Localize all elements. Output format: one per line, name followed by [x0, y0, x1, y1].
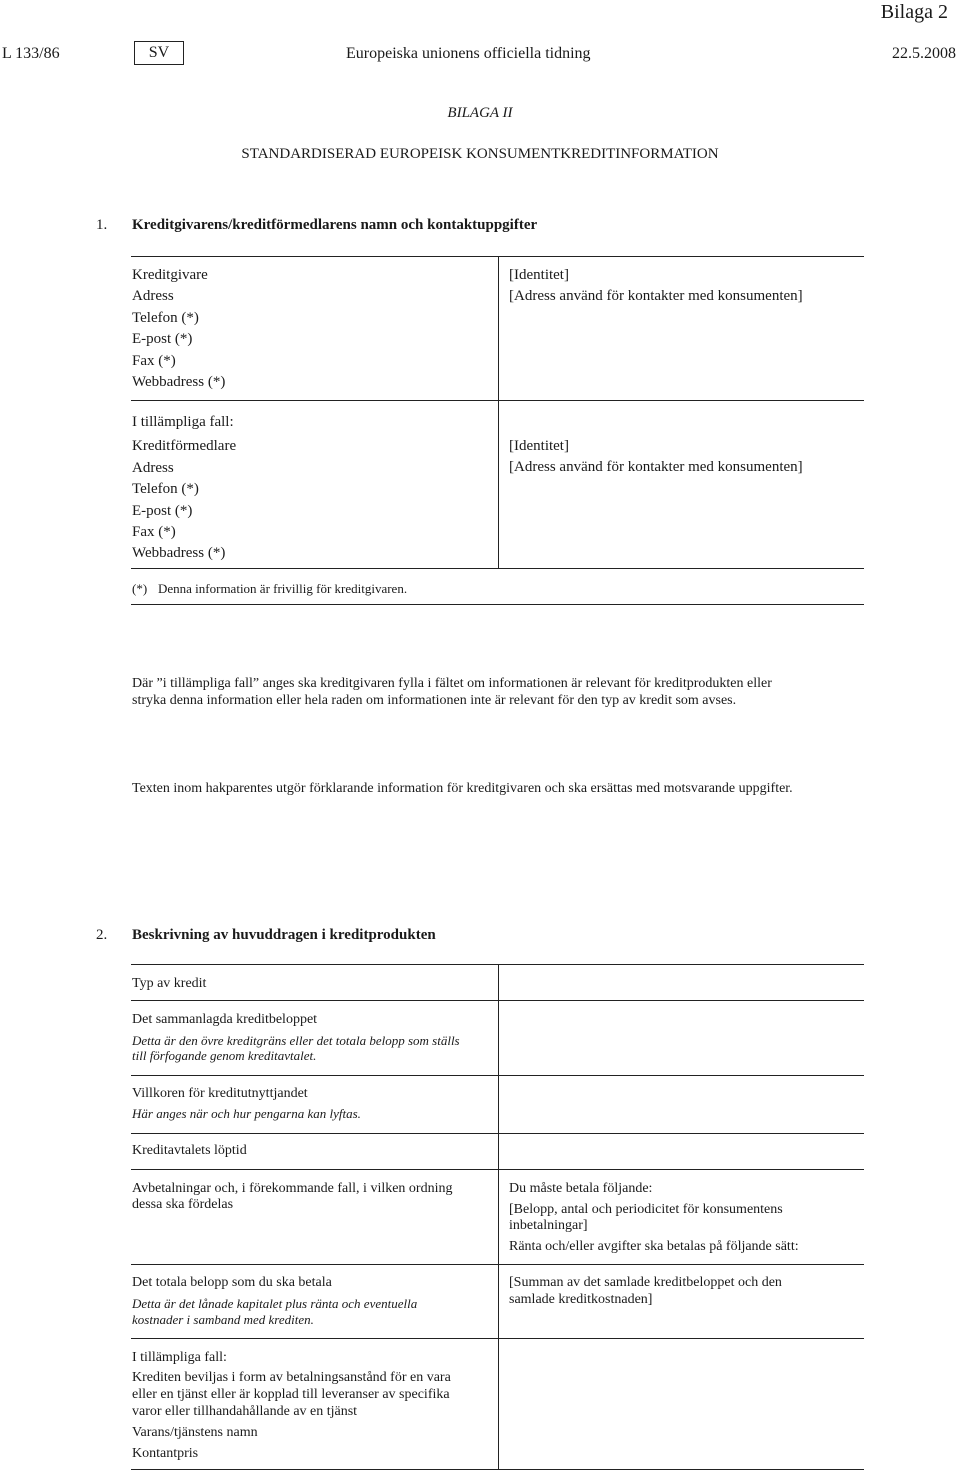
- row-total-credit: Det sammanlagda kreditbeloppet: [132, 1012, 318, 1027]
- installments-value-2: [Belopp, antal och periodicitet för konsumentens: [509, 1202, 783, 1217]
- section1-column-divider: [498, 256, 499, 568]
- fax-label: Fax (*): [132, 352, 176, 369]
- header-ref: L 133/86: [2, 45, 60, 62]
- email-label: E-post (*): [132, 502, 193, 519]
- row-deferred-applicable: I tillämpliga fall:: [132, 1350, 227, 1365]
- section1-rule-bottom: [131, 568, 864, 569]
- row-duration: Kreditavtalets löptid: [132, 1143, 247, 1158]
- installments-value-4: Ränta och/eller avgifter ska betalas på följande sätt:: [509, 1239, 799, 1254]
- row-total-credit-note-2: till förfogande genom kreditavtalet.: [132, 1048, 317, 1063]
- intermediary-label: Kreditförmedlare: [132, 438, 237, 455]
- installments-value-3: inbetalningar]: [509, 1218, 588, 1233]
- header-date: 22.5.2008: [892, 45, 956, 62]
- fax-label: Fax (*): [132, 524, 176, 541]
- row-drawdown-conditions: Villkoren för kreditutnyttjandet: [132, 1086, 308, 1101]
- section2-column-divider: [498, 964, 499, 1470]
- row-total-amount-note-1: Detta är det lånade kapitalet plus ränta och eventuella: [132, 1296, 418, 1311]
- applicable-label: I tillämpliga fall:: [132, 414, 234, 430]
- row-deferred-1: Krediten beviljas i form av betalningsanstånd för en vara: [132, 1370, 451, 1385]
- row-credit-type: Typ av kredit: [132, 976, 207, 991]
- phone-label: Telefon (*): [132, 481, 199, 498]
- instruction-paragraph-line1: Där ”i tillämpliga fall” anges ska kreditgivaren fylla i fältet om informationen är relevant för kreditprodukten eller: [132, 676, 772, 691]
- journal-title: Europeiska unionens officiella tidning: [346, 45, 591, 62]
- total-amount-value-2: samlade kreditkostnaden]: [509, 1292, 653, 1307]
- row-installments-1: Avbetalningar och, i förekommande fall, i vilken ordning: [132, 1181, 453, 1196]
- intermediary-values: [509, 436, 803, 479]
- bracket-paragraph: Texten inom hakparentes utgör förklarande information för kreditgivaren och ska ersättas med motsvarande uppgifter.: [132, 781, 793, 796]
- instruction-paragraph-line2: stryka denna information eller hela raden om informationen inte är relevant för den typ av kredit som avses.: [132, 693, 737, 708]
- footnote-rule: [131, 604, 864, 605]
- website-label: Webbadress (*): [132, 374, 226, 391]
- creditor-labels: [132, 265, 225, 393]
- address-label: Adress: [132, 459, 174, 476]
- total-amount-value-1: [Summan av det samlade kreditbeloppet och den: [509, 1275, 782, 1290]
- installments-value-1: Du måste betala följande:: [509, 1181, 653, 1196]
- intermediary-labels: [132, 412, 236, 565]
- section1-number: 1.: [96, 217, 108, 233]
- language-box: SV: [134, 41, 184, 65]
- section2-number: 2.: [96, 927, 108, 943]
- row-total-amount-note-2: kostnader i samband med krediten.: [132, 1312, 314, 1327]
- intermediary-address-value: [Adress använd för kontakter med konsumenten]: [509, 459, 803, 476]
- annex-title: BILAGA II: [447, 105, 513, 121]
- corner-label: Bilaga 2: [880, 1, 948, 23]
- footnote-text: Denna information är frivillig för kreditgivaren.: [158, 581, 408, 596]
- footnote-marker: (*): [132, 581, 148, 596]
- creditor-identity-value: [Identitet]: [509, 267, 569, 283]
- address-label: Adress: [132, 288, 174, 305]
- section1-heading: Kreditgivarens/kreditförmedlarens namn och kontaktuppgifter: [132, 217, 538, 233]
- email-label: E-post (*): [132, 331, 193, 348]
- phone-label: Telefon (*): [132, 309, 199, 326]
- website-label: Webbadress (*): [132, 545, 226, 562]
- section2-heading: Beskrivning av huvuddragen i kreditprodukten: [132, 927, 436, 943]
- row-installments-2: dessa ska fördelas: [132, 1197, 234, 1212]
- row-total-amount: Det totala belopp som du ska betala: [132, 1275, 332, 1290]
- creditor-label: Kreditgivare: [132, 267, 208, 283]
- row-total-credit-note-1: Detta är den övre kreditgräns eller det totala belopp som ställs: [132, 1033, 460, 1048]
- main-title: STANDARDISERAD EUROPEISK KONSUMENTKREDITINFORMATION: [241, 146, 719, 162]
- creditor-address-value: [Adress använd för kontakter med konsumenten]: [509, 288, 803, 305]
- row-cash-price: Kontantpris: [132, 1446, 199, 1461]
- intermediary-identity-value: [Identitet]: [509, 438, 569, 454]
- row-deferred-2: eller en tjänst eller är kopplad till leveranser av specifika: [132, 1387, 450, 1402]
- row-goods-name: Varans/tjänstens namn: [132, 1425, 258, 1440]
- row-deferred-3: varor eller tillhandahållande av en tjänst: [132, 1404, 358, 1419]
- row-drawdown-note: Här anges när och hur pengarna kan lyftas.: [132, 1106, 361, 1121]
- creditor-values: [509, 265, 803, 308]
